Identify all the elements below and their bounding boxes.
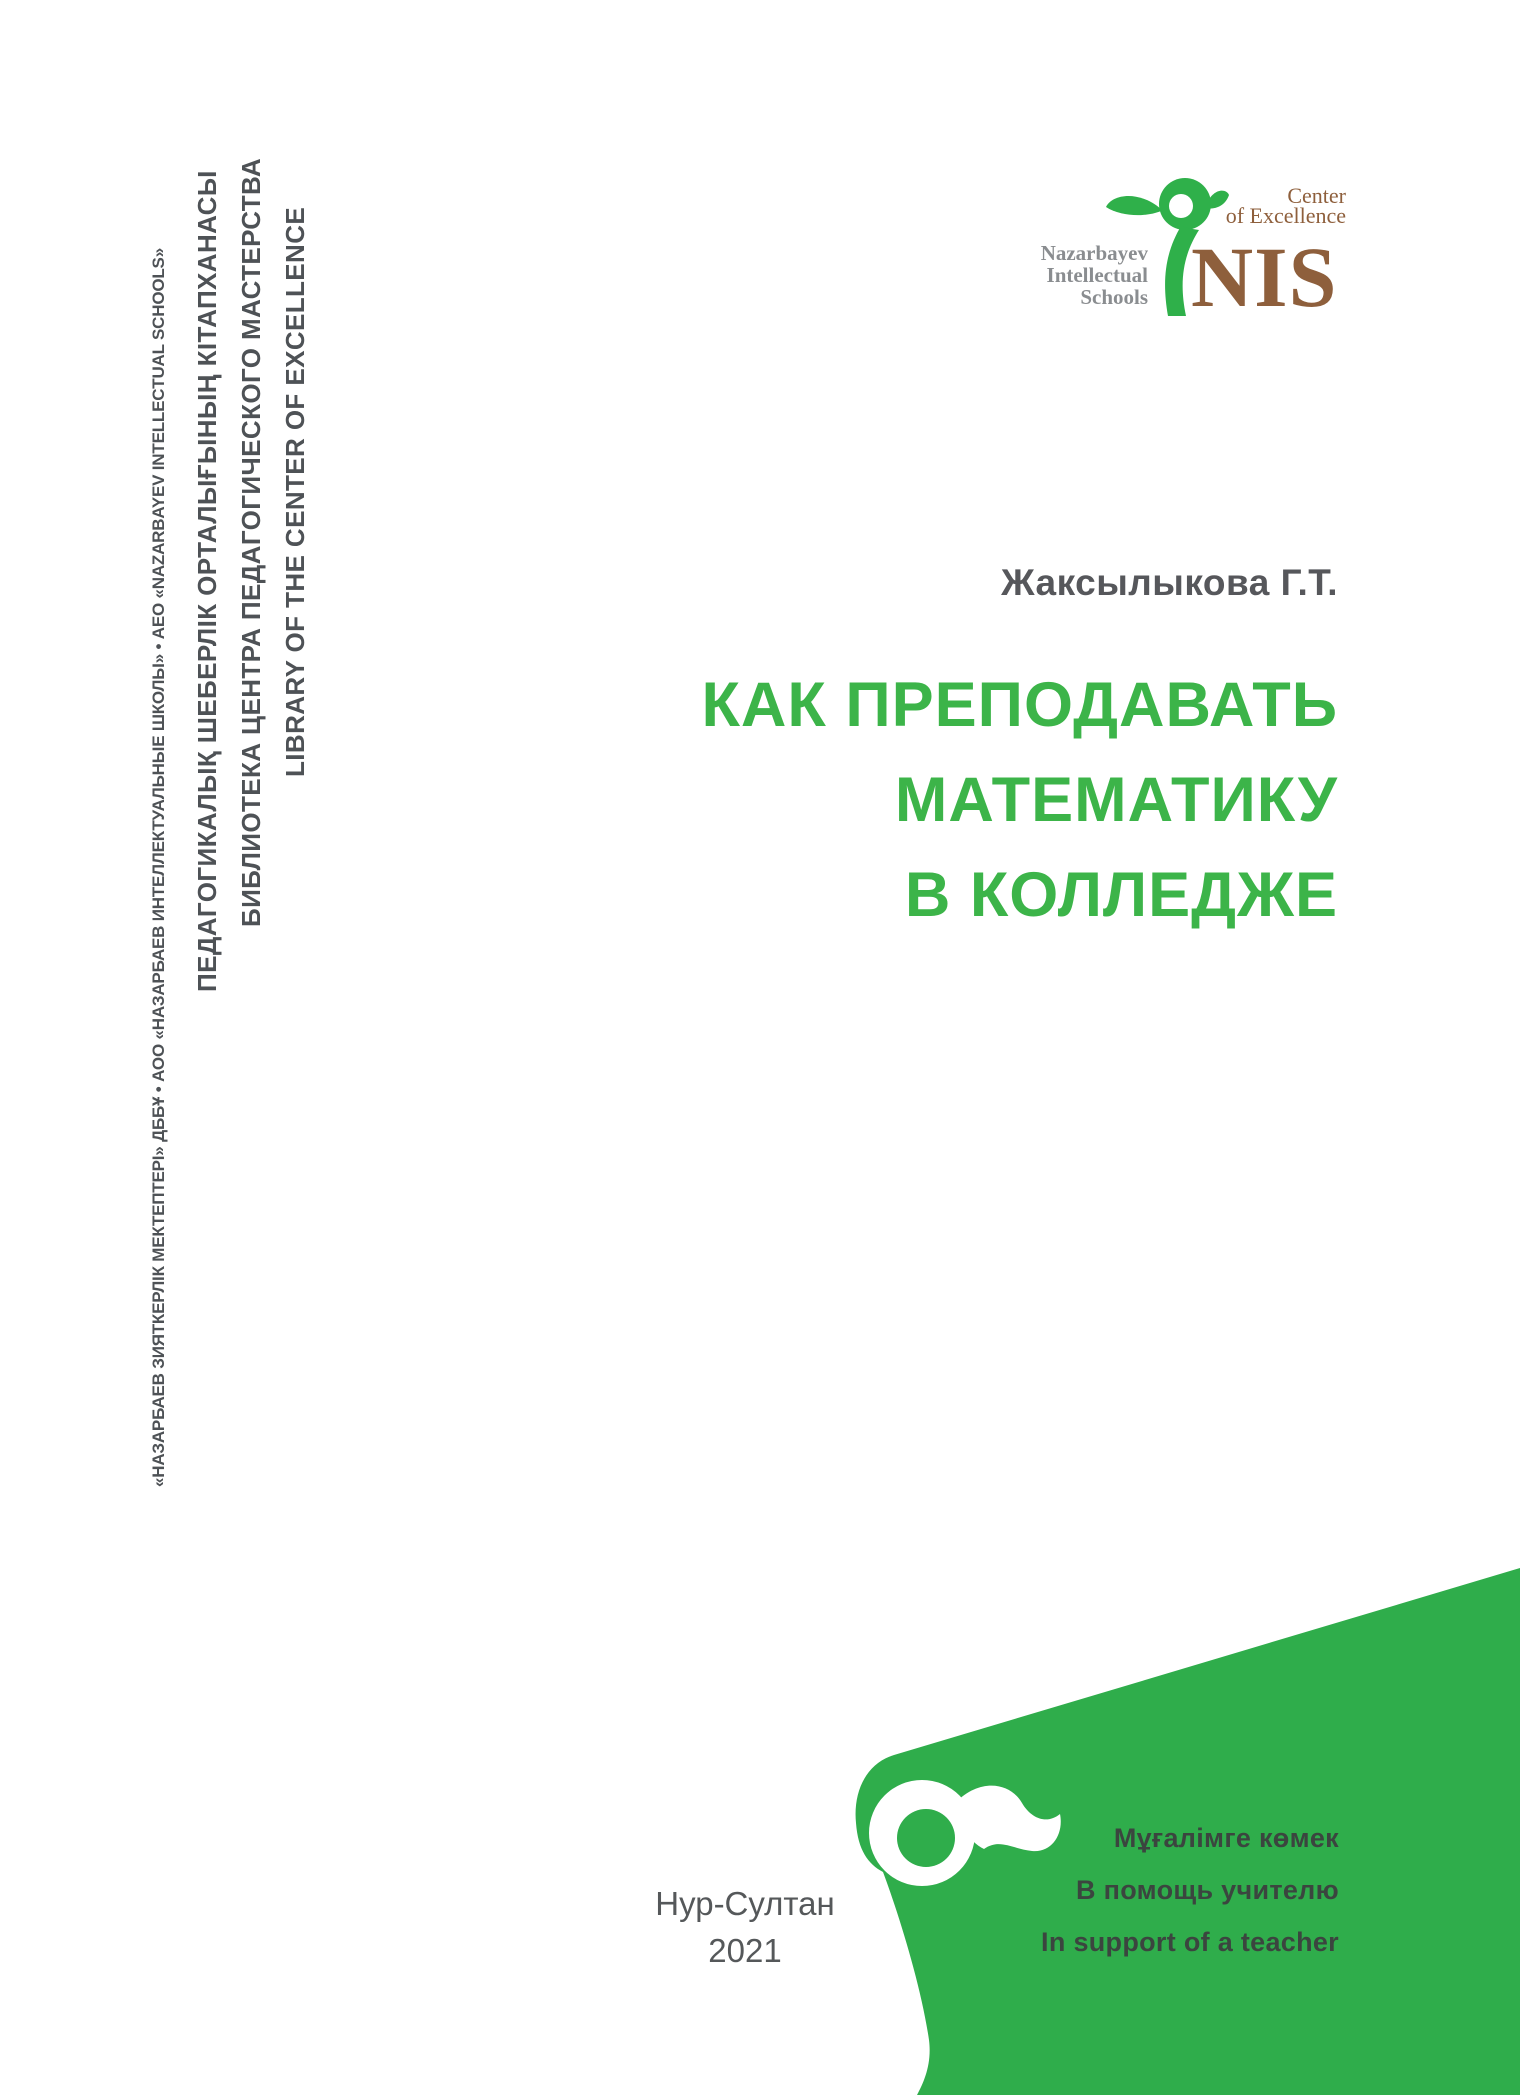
imprint — [620, 1880, 870, 1974]
book-title-line1: КАК ПРЕПОДАВАТЬ — [701, 670, 1338, 740]
nis-logo-center-of-excellence — [1225, 183, 1346, 228]
coe-line1: Center — [1287, 183, 1346, 208]
series-label-en: In support of a teacher — [1041, 1927, 1339, 1957]
series-labels — [1041, 1812, 1339, 1968]
book-title-line2: МАТЕМАТИКУ — [894, 765, 1338, 835]
author-name: Жаксылыкова Г.Т. — [1001, 562, 1338, 603]
imprint-year: 2021 — [708, 1932, 782, 1969]
imprint-city: Нур-Султан — [655, 1885, 835, 1922]
series-label-kk: Мұғалімге көмек — [1113, 1823, 1339, 1853]
nis-logo-acronym: NIS — [1191, 229, 1338, 325]
spine-line-library-en: LIBRARY OF THE CENTER OF EXCELLENCE — [280, 206, 310, 777]
nis-logo-org-line1: Nazarbayev — [1040, 241, 1148, 265]
spine-line-organization: «НАЗАРБАЕВ ЗИЯТКЕРЛІК МЕКТЕПТЕРІ» ДББҰ • АОО «НАЗАРБАЕВ ИНТЕЛЛЕКТУАЛЬНЫЕ ШКОЛЫ» • AEO «NAZARBAYEV INTELLECTUAL SCHOOLS» — [149, 248, 168, 1487]
coe-line2: of Excellence — [1225, 203, 1346, 228]
nis-logo-org-line2: Intellectual — [1046, 263, 1148, 287]
nis-logo-org-line3: Schools — [1080, 285, 1148, 309]
book-title-line3: В КОЛЛЕДЖЕ — [904, 860, 1338, 930]
spine-line-library-kk: ПЕДАГОГИКАЛЫҚ ШЕБЕРЛІК ОРТАЛЫҒЫНЫҢ КІТАПХАНАСЫ — [192, 170, 222, 992]
book-title — [701, 658, 1338, 943]
nis-logo — [1028, 176, 1348, 325]
spine-line-library-ru: БИБЛИОТЕКА ЦЕНТРА ПЕДАГОГИЧЕСКОГО МАСТЕРСТВА — [236, 157, 266, 927]
series-label-ru: В помощь учителю — [1076, 1875, 1339, 1905]
